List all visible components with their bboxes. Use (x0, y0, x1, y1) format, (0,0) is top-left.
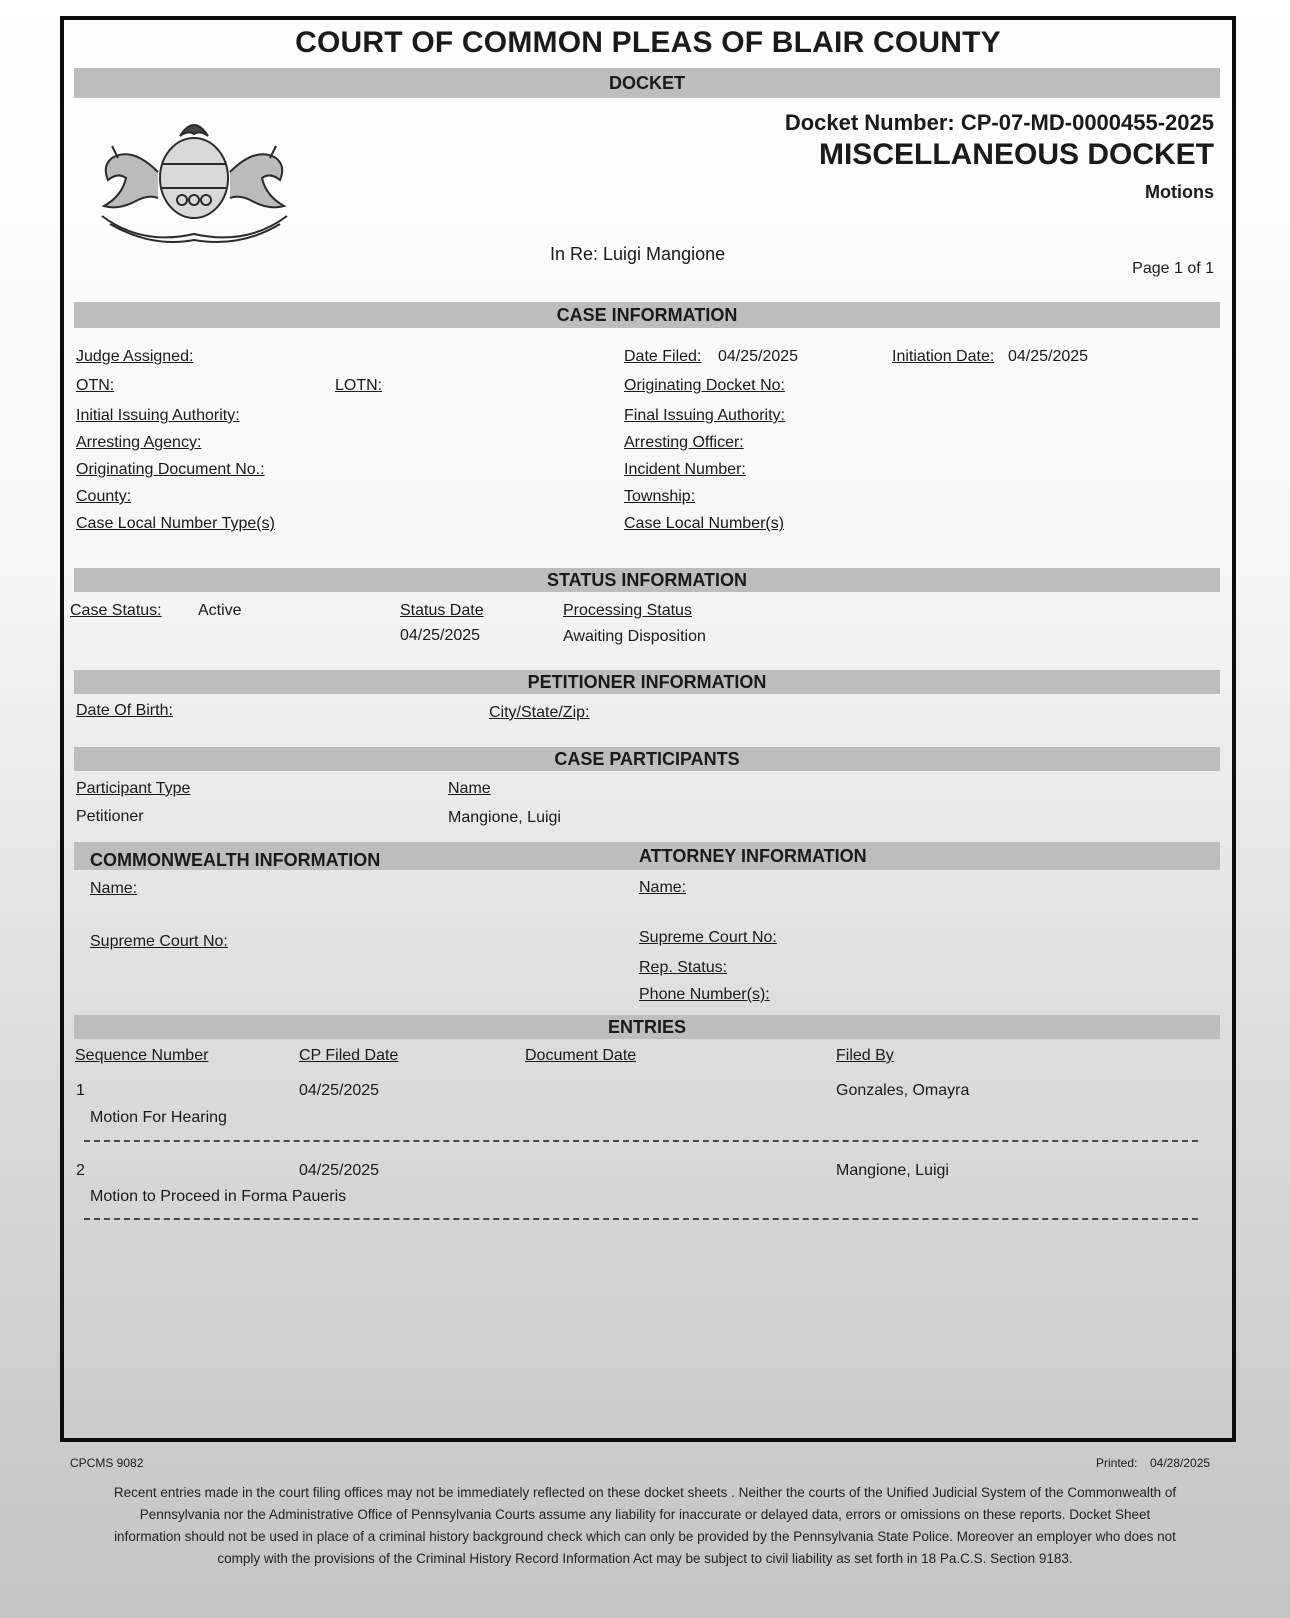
docket-sheet (60, 16, 1236, 1442)
participant-name-label: Name (448, 780, 491, 797)
case-information-heading: CASE INFORMATION (74, 302, 1220, 328)
township-label: Township: (624, 488, 696, 505)
originating-document-label: Originating Document No.: (76, 461, 265, 478)
incident-number-label: Incident Number: (624, 461, 746, 478)
docket-bar: DOCKET (74, 68, 1220, 98)
otn-label: OTN: (76, 377, 115, 394)
participant-type-label: Participant Type (76, 780, 191, 797)
case-participants-heading: CASE PARTICIPANTS (74, 747, 1220, 771)
case-status-value: Active (198, 602, 242, 619)
initiation-date-label: Initiation Date: (892, 348, 995, 365)
processing-status-value: Awaiting Disposition (563, 628, 706, 645)
entry-2-description: Motion to Proceed in Forma Paueris (90, 1188, 347, 1205)
originating-docket-label: Originating Docket No: (624, 377, 785, 394)
arresting-officer-label: Arresting Officer: (624, 434, 744, 451)
entry-1-sequence: 1 (76, 1082, 85, 1099)
initiation-date-value: 04/25/2025 (1008, 348, 1089, 365)
attorney-supreme-court-label: Supreme Court No: (639, 929, 777, 946)
attorney-information-heading: ATTORNEY INFORMATION (639, 846, 867, 866)
entries-heading: ENTRIES (74, 1015, 1220, 1039)
participant-name-value: Mangione, Luigi (448, 809, 561, 826)
entries-column-document-date: Document Date (525, 1047, 637, 1064)
city-state-zip-label: City/State/Zip: (489, 704, 590, 721)
disclaimer-text: Recent entries made in the court filing offices may not be immediately reflected on these docket sheets . Neither the courts of the Unified Judicial System of the Commonwealth of Pennsylvania nor the Administrative Office of Pennsylvania Courts assume any liability for inaccurate or delayed data, errors or omissions on these reports. Docket Sheet information should not be used in place of a criminal history background check which can only be provided by the Pennsylvania State Police. Moreover an employer who does not comply with the provisions of the Criminal History Record Information Act may be subject to civil liability as set forth in 18 Pa.C.S. Section 9183. (113, 1485, 1177, 1566)
entry-2-sequence: 2 (76, 1162, 85, 1179)
entry-1-filed-by: Gonzales, Omayra (836, 1082, 970, 1099)
case-status-label: Case Status: (70, 602, 162, 619)
entry-1-description: Motion For Hearing (90, 1109, 227, 1126)
case-local-numbers-label: Case Local Number(s) (624, 515, 785, 532)
entries-column-sequence: Sequence Number (75, 1047, 209, 1064)
docket-subtype: Motions (1145, 182, 1214, 202)
printed-date: 04/28/2025 (1150, 1456, 1211, 1470)
entry-2-filed-by: Mangione, Luigi (836, 1162, 949, 1179)
entries-column-cp-filed: CP Filed Date (299, 1047, 399, 1064)
processing-status-label: Processing Status (563, 602, 692, 619)
status-information-heading: STATUS INFORMATION (74, 568, 1220, 592)
commonwealth-name-label: Name: (90, 880, 138, 897)
case-local-number-types-label: Case Local Number Type(s) (76, 515, 275, 532)
entry-separator (84, 1218, 1198, 1220)
date-of-birth-label: Date Of Birth: (76, 702, 173, 719)
arresting-agency-label: Arresting Agency: (76, 434, 202, 451)
status-date-label: Status Date (400, 602, 484, 619)
petitioner-information-heading: PETITIONER INFORMATION (74, 670, 1220, 694)
entries-column-filed-by: Filed By (836, 1047, 894, 1064)
commonwealth-supreme-court-label: Supreme Court No: (90, 933, 228, 950)
date-filed-label: Date Filed: (624, 348, 702, 365)
docket-type: MISCELLANEOUS DOCKET (818, 138, 1214, 171)
entry-1-cp-filed: 04/25/2025 (299, 1082, 380, 1099)
in-re: In Re: Luigi Mangione (550, 244, 726, 264)
entry-2-cp-filed: 04/25/2025 (299, 1162, 380, 1179)
rep-status-label: Rep. Status: (639, 959, 728, 976)
form-code: CPCMS 9082 (70, 1456, 144, 1470)
commonwealth-information-heading: COMMONWEALTH INFORMATION (90, 850, 381, 870)
lotn-label: LOTN: (335, 377, 383, 394)
date-filed-value: 04/25/2025 (718, 348, 799, 365)
entry-separator (84, 1140, 1198, 1142)
printed-label: Printed: (1096, 1456, 1138, 1470)
attorney-name-label: Name: (639, 879, 687, 896)
status-date-value: 04/25/2025 (400, 627, 481, 644)
final-issuing-authority-label: Final Issuing Authority: (624, 407, 785, 424)
pennsylvania-seal-icon (82, 106, 307, 246)
phone-numbers-label: Phone Number(s): (639, 986, 770, 1003)
judge-assigned-label: Judge Assigned: (76, 348, 194, 365)
initial-issuing-authority-label: Initial Issuing Authority: (76, 407, 240, 424)
court-title: COURT OF COMMON PLEAS OF BLAIR COUNTY (295, 26, 1001, 59)
docket-number: Docket Number: CP-07-MD-0000455-2025 (784, 110, 1214, 135)
county-label: County: (76, 488, 132, 505)
page-indicator: Page 1 of 1 (1132, 260, 1214, 277)
participant-type-value: Petitioner (76, 808, 144, 825)
